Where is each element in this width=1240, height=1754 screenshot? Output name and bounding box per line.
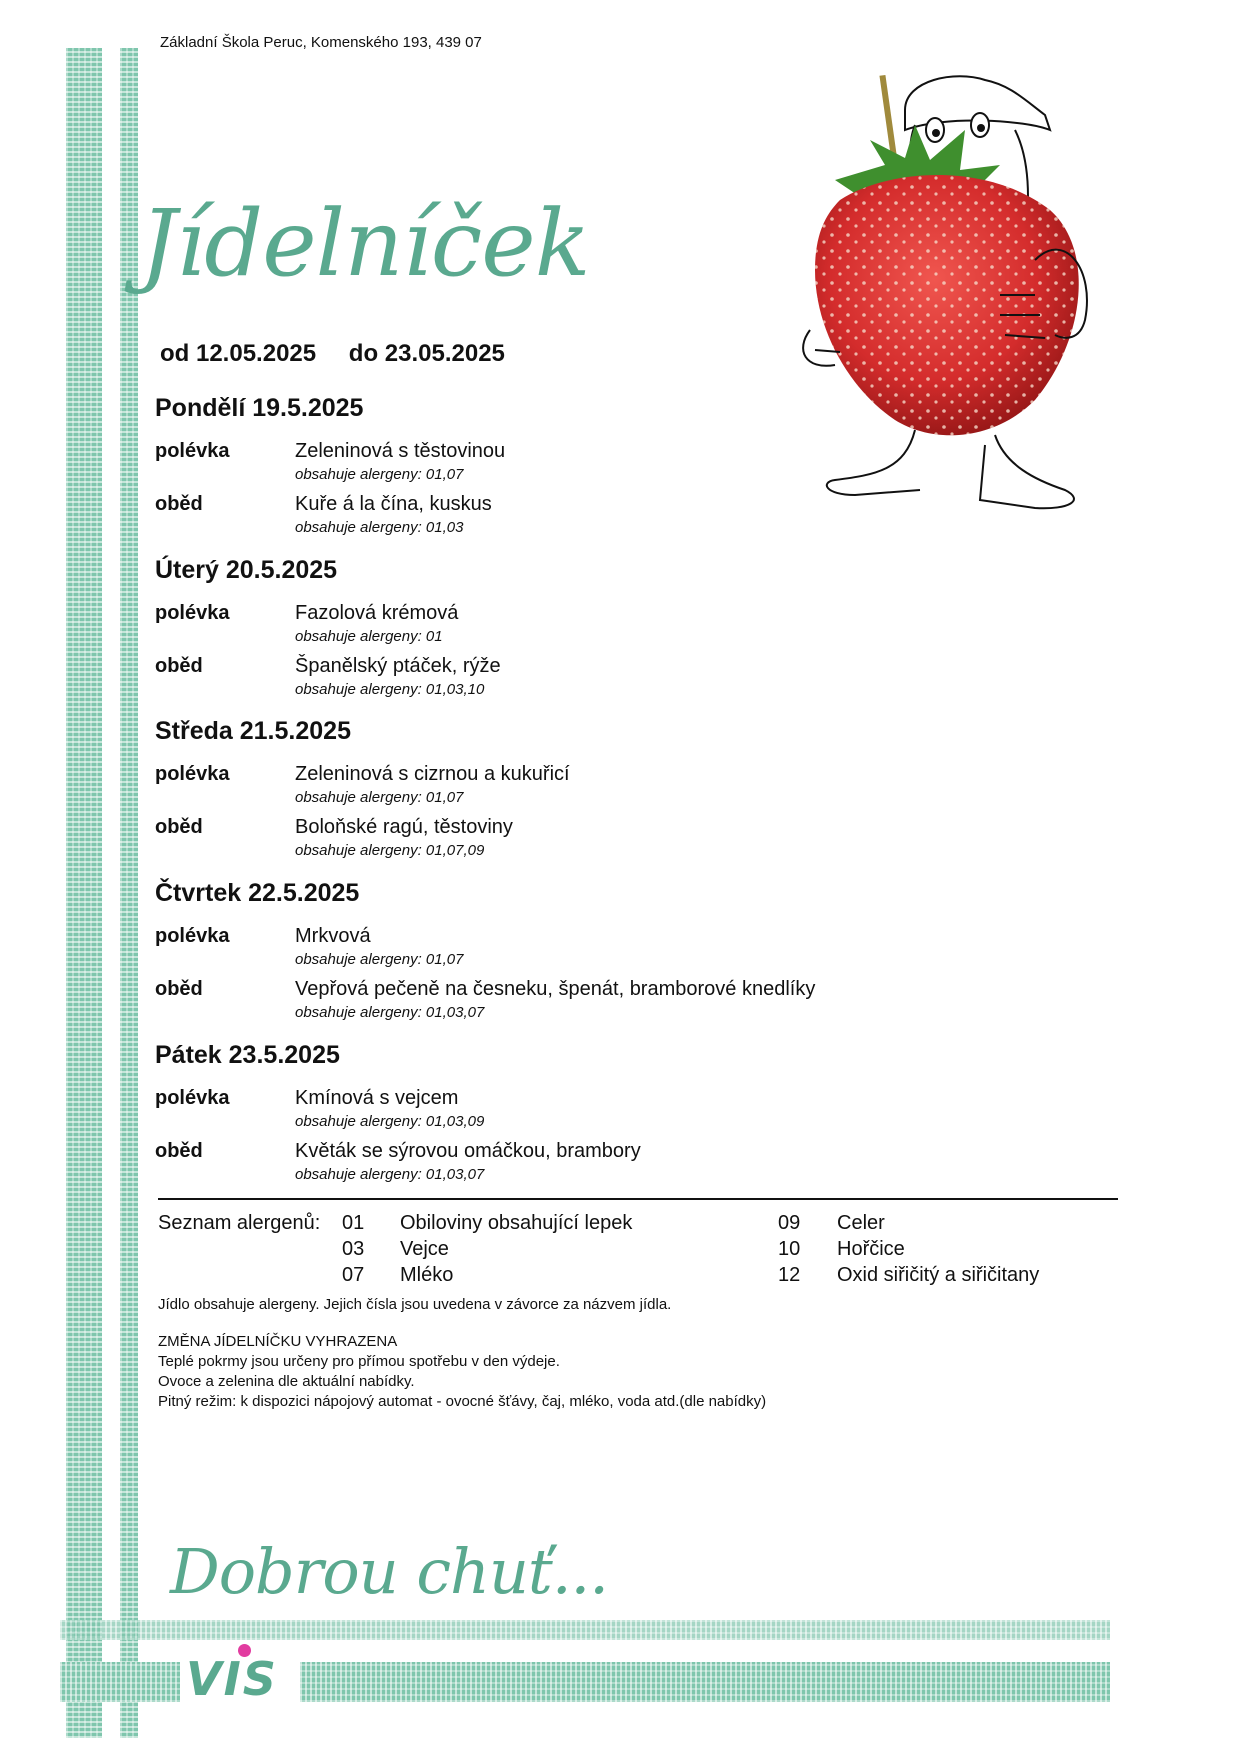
allergen-code: 09 <box>778 1212 801 1234</box>
date-range <box>160 340 531 368</box>
soup-allergens: obsahuje alergeny: 01,07 <box>295 951 464 968</box>
soup-name: Mrkvová <box>295 925 371 947</box>
menu-title: Jídelníček <box>140 190 590 297</box>
allergen-code: 03 <box>342 1238 365 1260</box>
allergen-name: Hořčice <box>837 1238 905 1260</box>
soup-name: Zeleninová s cizrnou a kukuřicí <box>295 763 570 785</box>
lunch-label: oběd <box>155 655 203 677</box>
date-from: od 12.05.2025 <box>160 340 317 367</box>
allergen-footnote: Jídlo obsahuje alergeny. Jejich čísla jsou uvedena v závorce za názvem jídla. <box>158 1296 672 1313</box>
school-address: Základní Škola Peruc, Komenského 193, 439 07 <box>160 34 482 51</box>
ribbon-horizontal-top <box>60 1620 1110 1640</box>
lunch-name: Španělský ptáček, rýže <box>295 655 501 677</box>
lunch-allergens: obsahuje alergeny: 01,03,07 <box>295 1166 485 1183</box>
soup-allergens: obsahuje alergeny: 01 <box>295 628 443 645</box>
day-title: Středa 21.5.2025 <box>155 717 351 745</box>
soup-label: polévka <box>155 440 230 462</box>
day-title: Čtvrtek 22.5.2025 <box>155 879 360 907</box>
allergen-name: Oxid siřičitý a siřičitany <box>837 1264 1040 1286</box>
lunch-name: Květák se sýrovou omáčkou, brambory <box>295 1140 641 1162</box>
lunch-name: Boloňské ragú, těstoviny <box>295 816 513 838</box>
date-to: do 23.05.2025 <box>348 340 505 367</box>
notice-line: ZMĚNA JÍDELNÍČKU VYHRAZENA <box>158 1333 398 1350</box>
lunch-allergens: obsahuje alergeny: 01,07,09 <box>295 842 485 859</box>
allergen-code: 01 <box>342 1212 365 1234</box>
notice-line: Pitný režim: k dispozici nápojový automat - ovocné šťávy, čaj, mléko, voda atd.(dle nabídky) <box>158 1393 767 1410</box>
allergen-name: Obiloviny obsahující lepek <box>400 1212 633 1234</box>
notice-line: Teplé pokrmy jsou určeny pro přímou spotřebu v den výdeje. <box>158 1353 560 1370</box>
soup-allergens: obsahuje alergeny: 01,07 <box>295 789 464 806</box>
ribbon-vertical-right <box>120 48 138 1738</box>
allergen-code: 10 <box>778 1238 801 1260</box>
strawberry-character-illustration <box>795 70 1125 510</box>
lunch-allergens: obsahuje alergeny: 01,03,10 <box>295 681 485 698</box>
allergen-name: Mléko <box>400 1264 454 1286</box>
allergen-name: Celer <box>837 1212 885 1234</box>
soup-name: Kmínová s vejcem <box>295 1087 459 1109</box>
vis-logo <box>180 1650 300 1708</box>
allergen-list-heading: Seznam alergenů: <box>158 1212 321 1234</box>
soup-allergens: obsahuje alergeny: 01,07 <box>295 466 464 483</box>
lunch-label: oběd <box>155 816 203 838</box>
allergen-code: 12 <box>778 1264 801 1286</box>
lunch-allergens: obsahuje alergeny: 01,03 <box>295 519 464 536</box>
notice-line: Ovoce a zelenina dle aktuální nabídky. <box>158 1373 415 1390</box>
section-divider <box>158 1198 1118 1200</box>
day-title: Úterý 20.5.2025 <box>155 556 338 584</box>
lunch-label: oběd <box>155 1140 203 1162</box>
day-title: Pondělí 19.5.2025 <box>155 394 364 422</box>
lunch-label: oběd <box>155 978 203 1000</box>
soup-name: Zeleninová s těstovinou <box>295 440 506 462</box>
allergen-name: Vejce <box>400 1238 449 1260</box>
day-title: Pátek 23.5.2025 <box>155 1041 340 1069</box>
soup-label: polévka <box>155 925 230 947</box>
soup-name: Fazolová krémová <box>295 602 459 624</box>
lunch-name: Vepřová pečeně na česneku, špenát, bramborové knedlíky <box>295 978 816 1000</box>
lunch-name: Kuře á la čína, kuskus <box>295 493 492 515</box>
soup-label: polévka <box>155 602 230 624</box>
soup-label: polévka <box>155 1087 230 1109</box>
soup-label: polévka <box>155 763 230 785</box>
ribbon-vertical-left <box>66 48 102 1738</box>
lunch-label: oběd <box>155 493 203 515</box>
allergen-code: 07 <box>342 1264 365 1286</box>
logo-text: VIS <box>186 1652 278 1706</box>
soup-allergens: obsahuje alergeny: 01,03,09 <box>295 1113 485 1130</box>
closing-script: Dobrou chuť... <box>170 1535 608 1608</box>
lunch-allergens: obsahuje alergeny: 01,03,07 <box>295 1004 485 1021</box>
